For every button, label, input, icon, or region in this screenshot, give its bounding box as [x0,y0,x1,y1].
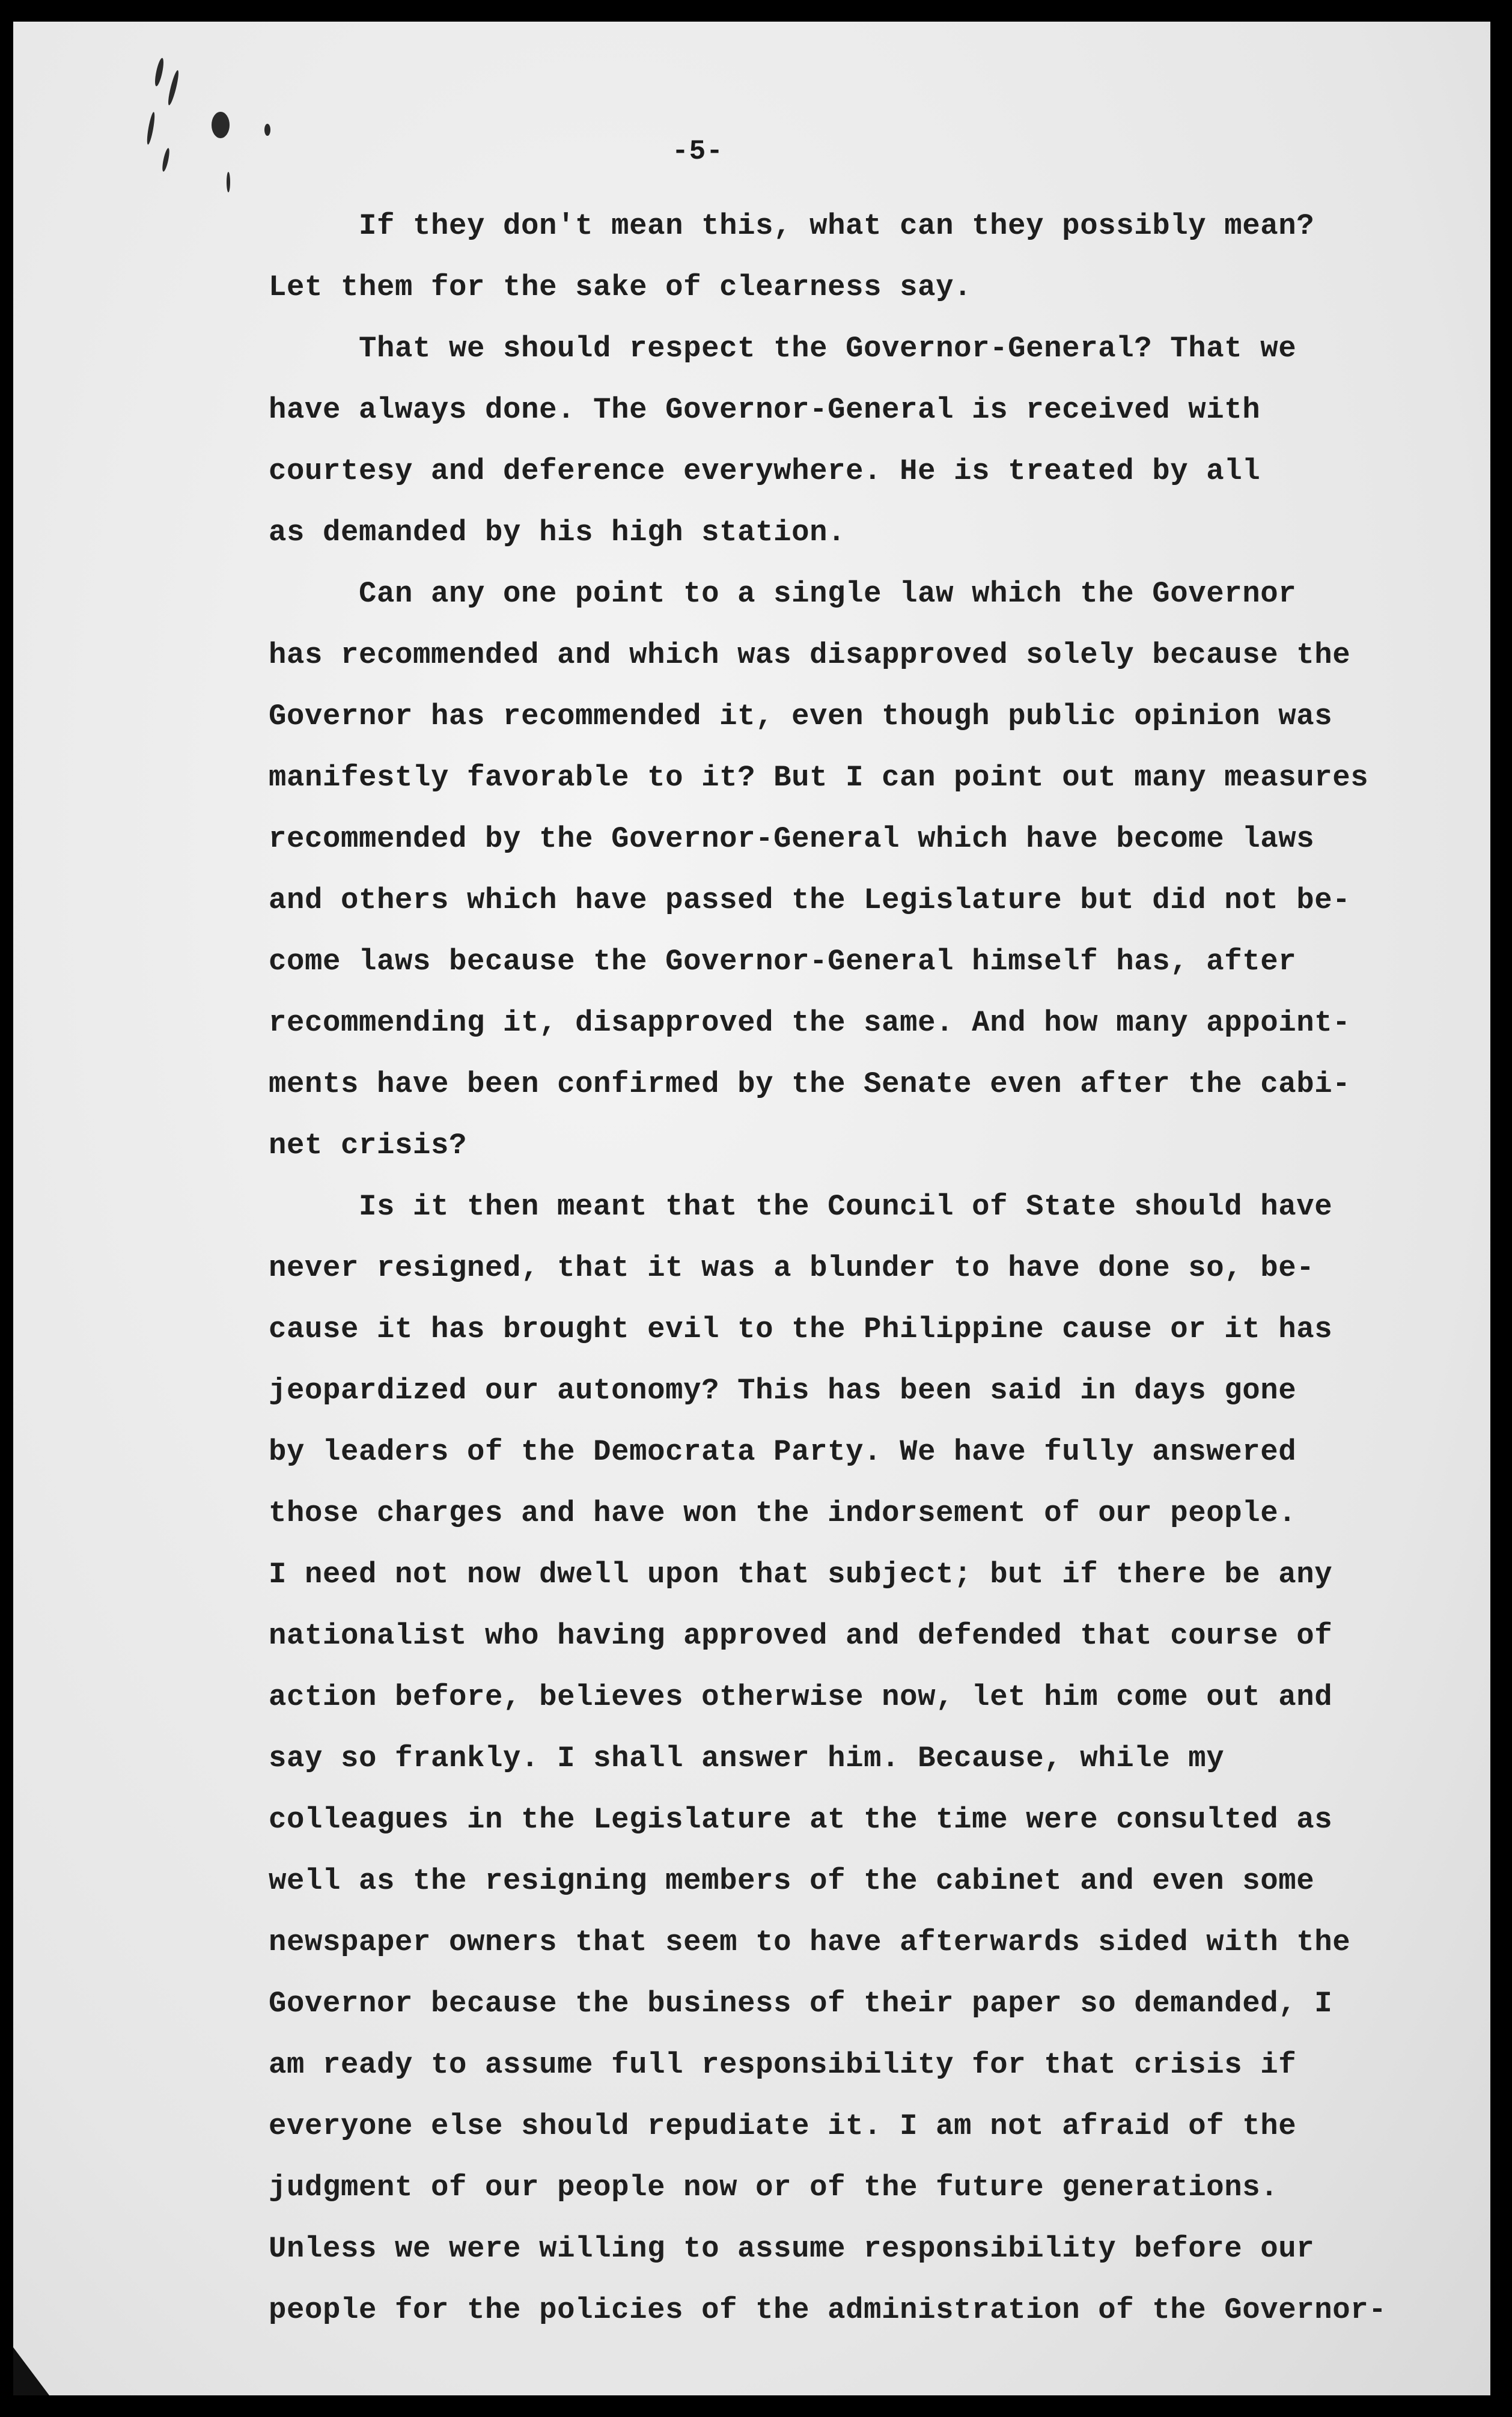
text-line: people for the policies of the administration of the Governor- [269,2293,1387,2327]
text-line: as demanded by his high station. [269,516,846,549]
ink-smudge [153,57,165,87]
text-line: am ready to assume full responsibility for that crisis if [269,2048,1297,2082]
text-line: and others which have passed the Legislature but did not be- [269,883,1351,917]
text-line: Is it then meant that the Council of State should have [359,1190,1333,1224]
text-line: never resigned, that it was a blunder to have done so, be- [269,1251,1315,1285]
text-line: action before, believes otherwise now, let him come out and [269,1680,1333,1714]
text-line: those charges and have won the indorsement of our people. [269,1496,1297,1530]
text-line: That we should respect the Governor-General? That we [359,332,1297,365]
text-line: well as the resigning members of the cabinet and even some [269,1864,1315,1898]
ink-smudge [264,124,270,136]
text-line: recommending it, disapproved the same. And how many appoint- [269,1006,1351,1040]
text-line: by leaders of the Democrata Party. We have fully answered [269,1435,1297,1469]
text-line: courtesy and deference everywhere. He is treated by all [269,454,1261,488]
text-line: jeopardized our autonomy? This has been said in days gone [269,1374,1297,1407]
text-line: I need not now dwell upon that subject; but if there be any [269,1558,1333,1591]
text-line: nationalist who having approved and defended that course of [269,1619,1333,1653]
text-line: manifestly favorable to it? But I can point out many measures [269,761,1369,794]
page-number: -5- [672,136,724,167]
text-line: Let them for the sake of clearness say. [269,270,972,304]
text-line: net crisis? [269,1129,468,1162]
text-line: Unless we were willing to assume responsibility before our [269,2232,1315,2266]
folded-corner [13,2347,49,2395]
text-line: have always done. The Governor-General is received with [269,393,1261,427]
text-line: Governor has recommended it, even though public opinion was [269,699,1333,733]
text-line: newspaper owners that seem to have afterwards sided with the [269,1925,1351,1959]
text-line: cause it has brought evil to the Philippine cause or it has [269,1312,1333,1346]
ink-smudge [212,112,230,138]
text-line: ments have been confirmed by the Senate even after the cabi- [269,1067,1351,1101]
text-line: come laws because the Governor-General himself has, after [269,945,1297,978]
text-line: everyone else should repudiate it. I am not afraid of the [269,2109,1297,2143]
text-line: recommended by the Governor-General which have become laws [269,822,1315,856]
text-line: has recommended and which was disapproved solely because the [269,638,1351,672]
text-line: If they don't mean this, what can they possibly mean? [359,209,1315,243]
text-line: colleagues in the Legislature at the time were consulted as [269,1803,1333,1836]
text-line: judgment of our people now or of the future generations. [269,2171,1279,2204]
text-line: Can any one point to a single law which the Governor [359,577,1297,611]
text-line: say so frankly. I shall answer him. Because, while my [269,1742,1225,1775]
ink-smudge [166,70,180,106]
document-page [13,22,1490,2395]
ink-smudge [227,172,230,192]
text-line: Governor because the business of their paper so demanded, I [269,1987,1333,2020]
